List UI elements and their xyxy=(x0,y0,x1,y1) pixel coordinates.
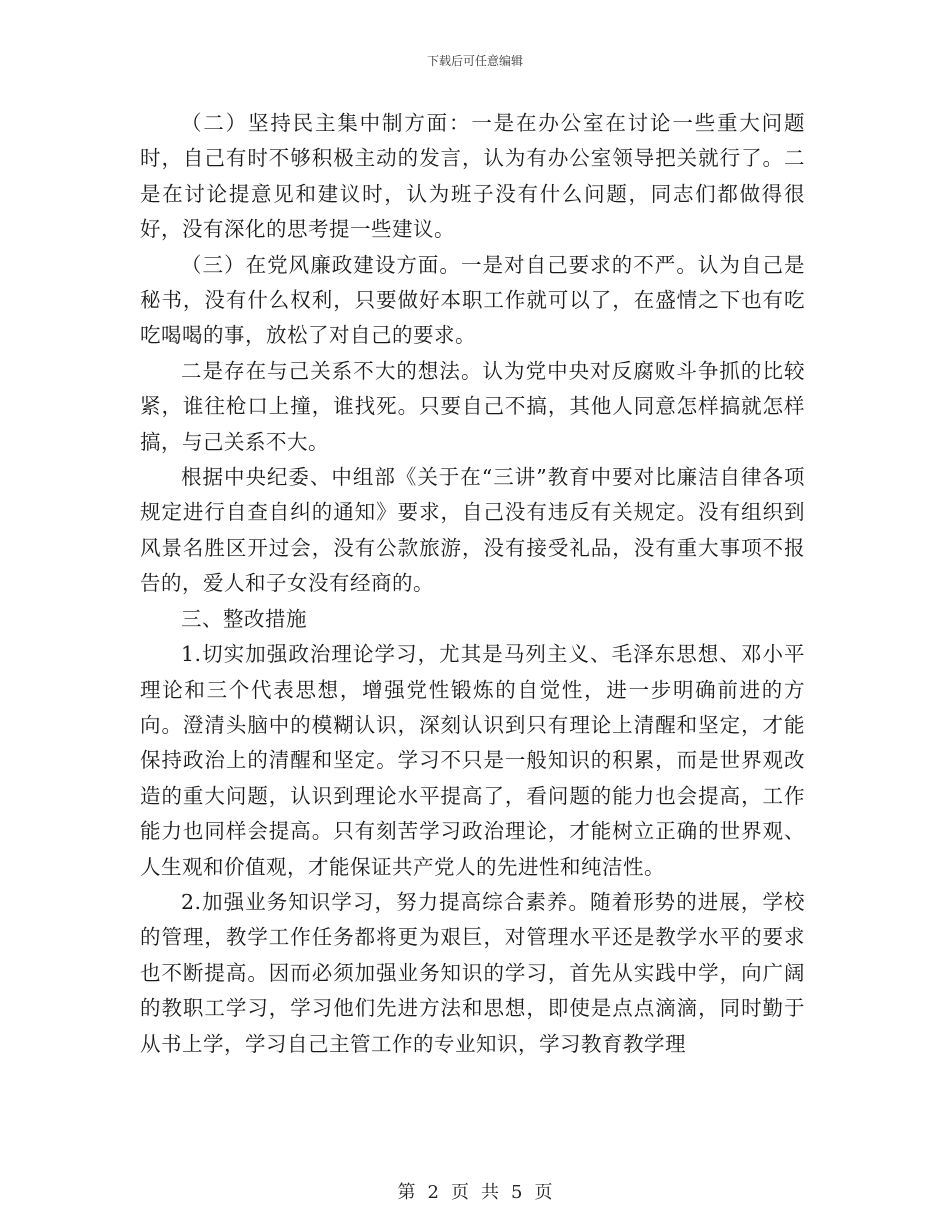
paragraph-measure-2: 2.加强业务知识学习，努力提高综合素养。随着形势的进展，学校的管理，教学工作任务都将更为艰巨，对管理水平还是教学水平的要求也不断提高。因而必须加强业务知识的学习，首先从实践中学，向广阔的教职工学习，学习他们先进方法和思想，即使是点点滴滴，同时勤于从书上学，学习自己主管工作的专业知识，学习教育教学理 xyxy=(140,889,805,1056)
paragraph-clean-governance: （三）在党风廉政建设方面。一是对自己要求的不严。认为自己是秘书，没有什么权利，只要做好本职工作就可以了，在盛情之下也有吃吃喝喝的事，放松了对自己的要求。 xyxy=(140,252,805,348)
footer-total-word: 共 xyxy=(481,1182,499,1203)
page-footer xyxy=(0,1178,950,1204)
paragraph-second-issue: 二是存在与己关系不大的想法。认为党中央对反腐败斗争抓的比较紧，谁往枪口上撞，谁找死。只要自己不搞，其他人同意怎样搞就怎样搞，与己关系不大。 xyxy=(140,358,805,454)
page-header: 下载后可任意编辑 xyxy=(426,54,523,68)
paragraph-self-inspection: 根据中央纪委、中组部《关于在“三讲”教育中要对比廉洁自律各项规定进行自查自纠的通知》要求，自己没有违反有关规定。没有组织到风景名胜区开过会，没有公款旅游，没有接受礼品，没有重大事项不报告的，爱人和子女没有经商的。 xyxy=(140,465,805,596)
section-heading-rectification: 三、整改措施 xyxy=(181,606,307,631)
footer-total-pages: 5 xyxy=(511,1182,523,1203)
document-body xyxy=(140,106,805,1062)
footer-page-word: 页 xyxy=(451,1182,469,1203)
footer-suffix: 页 xyxy=(534,1182,553,1203)
footer-prefix: 第 xyxy=(397,1182,416,1203)
paragraph-measure-1: 1.切实加强政治理论学习，尤其是马列主义、毛泽东思想、邓小平理论和三个代表思想，增强党性锻炼的自觉性，进一步明确前进的方向。澄清头脑中的模糊认识，深刻认识到只有理论上清醒和坚定，才能保持政治上的清醒和坚定。学习不只是一般知识的积累，而是世界观改造的重大问题，认识到理论水平提高了，看问题的能力也会提高，工作能力也同样会提高。只有刻苦学习政治理论，才能树立正确的世界观、人生观和价值观，才能保证共产党人的先进性和纯洁性。 xyxy=(140,642,805,879)
paragraph-democratic-centralism: （二）坚持民主集中制方面：一是在办公室在讨论一些重大问题时，自己有时不够积极主动的发言，认为有办公室领导把关就行了。二是在讨论提意见和建议时，认为班子没有什么问题，同志们都做得很好，没有深化的思考提一些建议。 xyxy=(140,111,805,242)
footer-page-number: 2 xyxy=(427,1182,439,1203)
